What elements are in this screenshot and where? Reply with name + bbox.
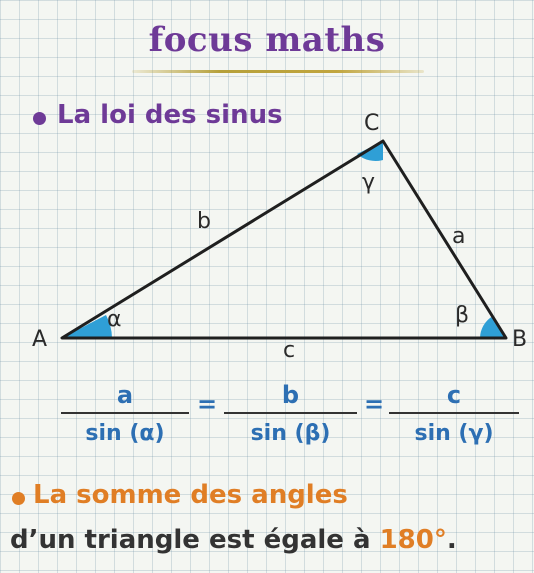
fraction-a <box>60 378 190 454</box>
angle-label-alpha: α <box>107 307 122 332</box>
bullet-icon <box>12 492 25 505</box>
equals-sign: = <box>364 390 385 418</box>
fraction-b <box>223 378 358 454</box>
angle-sum-value: 180° <box>379 525 447 555</box>
equals-sign: = <box>197 390 218 418</box>
vertex-label-a: A <box>32 327 48 352</box>
angle-sum-line-2 <box>10 525 457 555</box>
triangle-outline <box>62 141 506 338</box>
numerator-a: a <box>116 381 134 409</box>
denominator-sin-alpha: sin (α) <box>85 421 165 446</box>
side-label-c: c <box>283 338 296 363</box>
angle-label-gamma: γ <box>362 170 376 195</box>
angle-sum-period: . <box>446 525 457 555</box>
side-label-a: a <box>452 224 466 249</box>
numerator-b: b <box>281 381 300 409</box>
section-heading-sine-law: La loi des sinus <box>57 100 283 130</box>
page-title: focus maths <box>148 20 386 60</box>
angle-label-beta: β <box>455 303 470 328</box>
numerator-c: c <box>446 381 462 409</box>
angle-sum-line-1: La somme des angles <box>33 480 348 510</box>
denominator-sin-gamma: sin (γ) <box>414 421 494 446</box>
vertex-label-c: C <box>364 111 380 136</box>
side-label-b: b <box>197 209 211 234</box>
fraction-c <box>388 378 520 454</box>
angle-sum-text: d’un triangle est égale à <box>10 525 380 555</box>
denominator-sin-beta: sin (β) <box>250 421 331 446</box>
vertex-label-b: B <box>512 327 528 352</box>
